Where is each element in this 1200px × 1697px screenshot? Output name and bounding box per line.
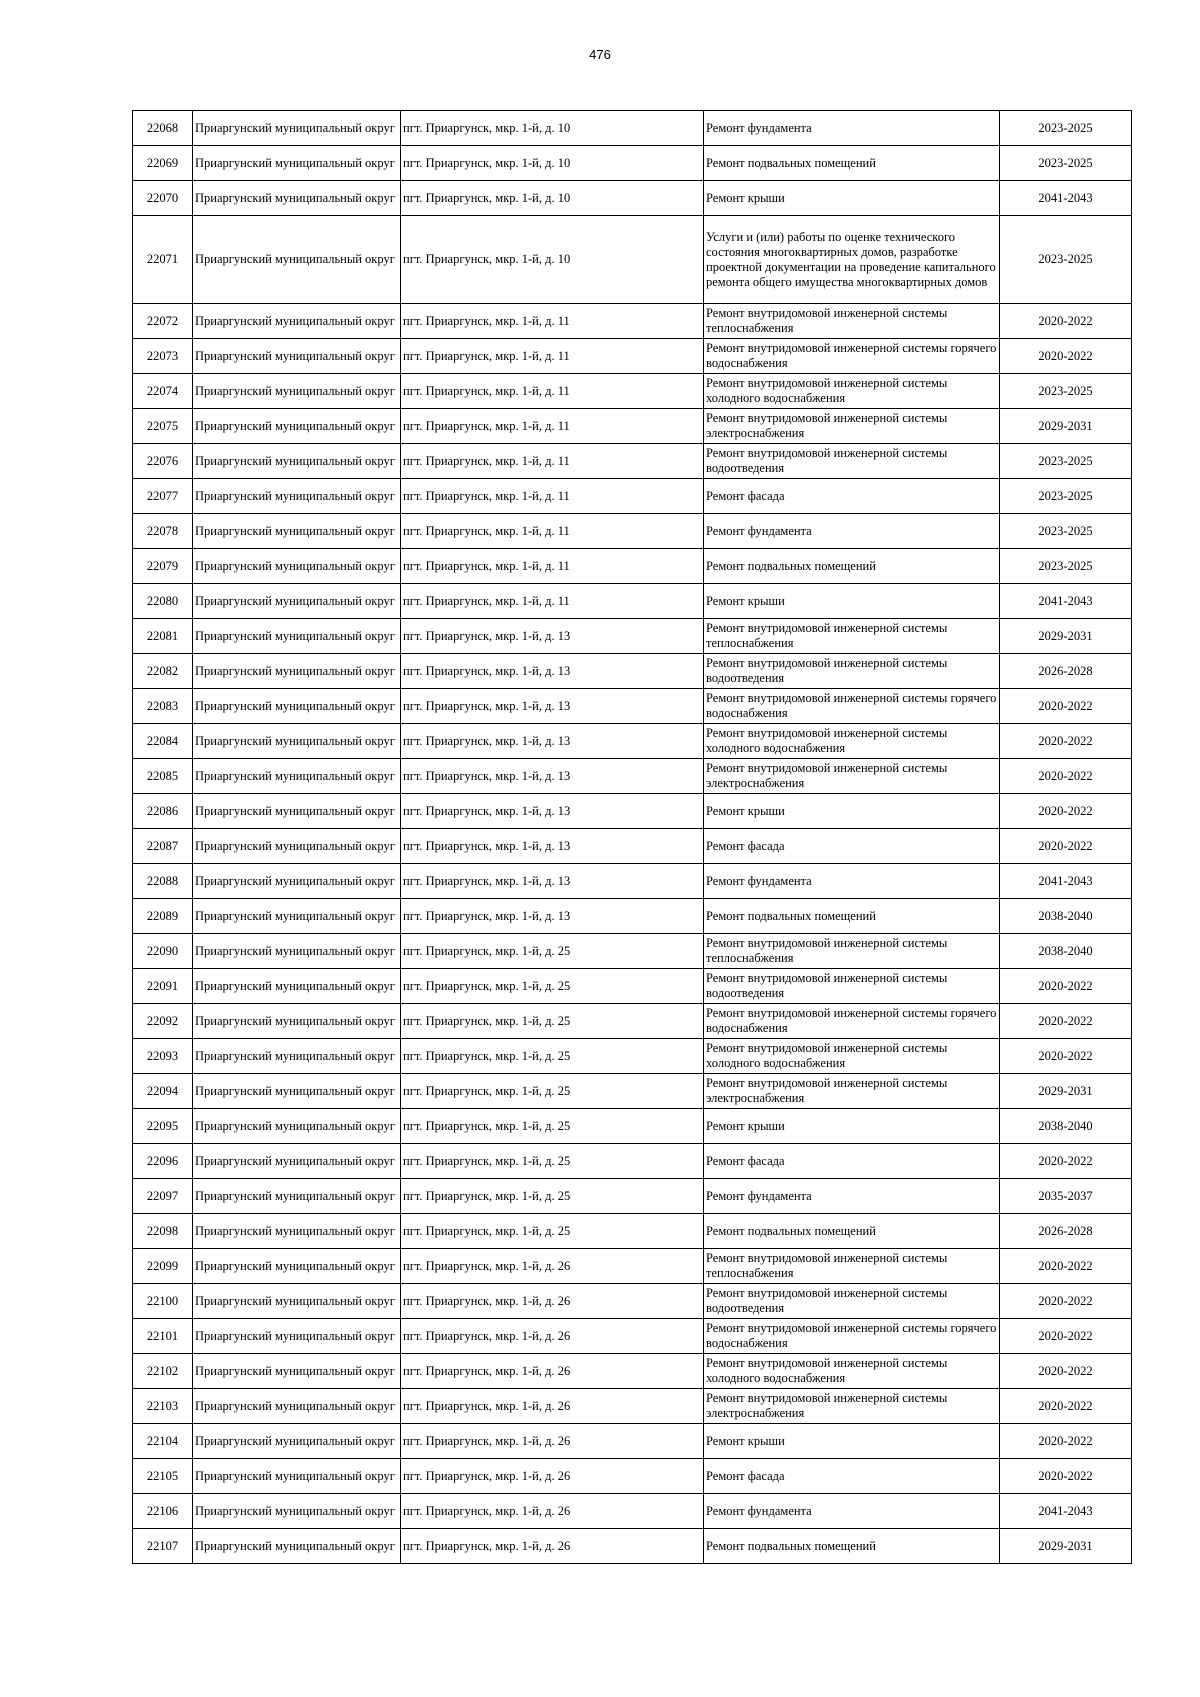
- row-number-cell: 22077: [133, 479, 193, 514]
- address-cell: пгт. Приаргунск, мкр. 1-й, д. 26: [401, 1459, 704, 1494]
- table-row: [133, 1389, 1132, 1424]
- address-cell: пгт. Приаргунск, мкр. 1-й, д. 25: [401, 1004, 704, 1039]
- table-row: [133, 829, 1132, 864]
- work-type-cell: Ремонт внутридомовой инженерной системы электроснабжения: [704, 1389, 1000, 1424]
- period-cell: 2023-2025: [1000, 111, 1132, 146]
- table-row: [133, 339, 1132, 374]
- district-cell: Приаргунский муниципальный округ: [193, 969, 401, 1004]
- district-cell: Приаргунский муниципальный округ: [193, 146, 401, 181]
- work-type-cell: Ремонт крыши: [704, 584, 1000, 619]
- address-cell: пгт. Приаргунск, мкр. 1-й, д. 13: [401, 689, 704, 724]
- period-cell: 2029-2031: [1000, 1074, 1132, 1109]
- row-number-cell: 22096: [133, 1144, 193, 1179]
- address-cell: пгт. Приаргунск, мкр. 1-й, д. 25: [401, 1109, 704, 1144]
- table-row: [133, 409, 1132, 444]
- district-cell: Приаргунский муниципальный округ: [193, 1389, 401, 1424]
- district-cell: Приаргунский муниципальный округ: [193, 304, 401, 339]
- district-cell: Приаргунский муниципальный округ: [193, 619, 401, 654]
- row-number-cell: 22086: [133, 794, 193, 829]
- work-type-cell: Ремонт фундамента: [704, 1179, 1000, 1214]
- period-cell: 2041-2043: [1000, 1494, 1132, 1529]
- period-cell: 2020-2022: [1000, 794, 1132, 829]
- district-cell: Приаргунский муниципальный округ: [193, 181, 401, 216]
- period-cell: 2023-2025: [1000, 444, 1132, 479]
- row-number-cell: 22101: [133, 1319, 193, 1354]
- row-number-cell: 22074: [133, 374, 193, 409]
- district-cell: Приаргунский муниципальный округ: [193, 479, 401, 514]
- work-type-cell: Ремонт подвальных помещений: [704, 146, 1000, 181]
- table-row: [133, 934, 1132, 969]
- work-type-cell: Ремонт крыши: [704, 1109, 1000, 1144]
- district-cell: Приаргунский муниципальный округ: [193, 1074, 401, 1109]
- row-number-cell: 22094: [133, 1074, 193, 1109]
- period-cell: 2041-2043: [1000, 181, 1132, 216]
- address-cell: пгт. Приаргунск, мкр. 1-й, д. 25: [401, 1214, 704, 1249]
- work-type-cell: Ремонт внутридомовой инженерной системы теплоснабжения: [704, 619, 1000, 654]
- period-cell: 2020-2022: [1000, 829, 1132, 864]
- period-cell: 2041-2043: [1000, 584, 1132, 619]
- address-cell: пгт. Приаргунск, мкр. 1-й, д. 11: [401, 584, 704, 619]
- district-cell: Приаргунский муниципальный округ: [193, 549, 401, 584]
- district-cell: Приаргунский муниципальный округ: [193, 584, 401, 619]
- work-type-cell: Ремонт внутридомовой инженерной системы электроснабжения: [704, 759, 1000, 794]
- register-body: [133, 111, 1132, 1564]
- address-cell: пгт. Приаргунск, мкр. 1-й, д. 25: [401, 1144, 704, 1179]
- address-cell: пгт. Приаргунск, мкр. 1-й, д. 11: [401, 549, 704, 584]
- row-number-cell: 22070: [133, 181, 193, 216]
- row-number-cell: 22073: [133, 339, 193, 374]
- table-row: [133, 1039, 1132, 1074]
- row-number-cell: 22089: [133, 899, 193, 934]
- district-cell: Приаргунский муниципальный округ: [193, 1004, 401, 1039]
- table-row: [133, 1424, 1132, 1459]
- work-type-cell: Ремонт внутридомовой инженерной системы холодного водоснабжения: [704, 1354, 1000, 1389]
- address-cell: пгт. Приаргунск, мкр. 1-й, д. 13: [401, 794, 704, 829]
- row-number-cell: 22097: [133, 1179, 193, 1214]
- row-number-cell: 22079: [133, 549, 193, 584]
- work-type-cell: Ремонт внутридомовой инженерной системы водоотведения: [704, 654, 1000, 689]
- table-row: [133, 1074, 1132, 1109]
- period-cell: 2020-2022: [1000, 1319, 1132, 1354]
- work-type-cell: Ремонт фасада: [704, 479, 1000, 514]
- district-cell: Приаргунский муниципальный округ: [193, 216, 401, 304]
- row-number-cell: 22095: [133, 1109, 193, 1144]
- period-cell: 2020-2022: [1000, 304, 1132, 339]
- work-type-cell: Ремонт фасада: [704, 829, 1000, 864]
- district-cell: Приаргунский муниципальный округ: [193, 409, 401, 444]
- table-row: [133, 1144, 1132, 1179]
- table-row: [133, 654, 1132, 689]
- table-row: [133, 864, 1132, 899]
- period-cell: 2023-2025: [1000, 514, 1132, 549]
- table-row: [133, 181, 1132, 216]
- district-cell: Приаргунский муниципальный округ: [193, 724, 401, 759]
- work-type-cell: Ремонт крыши: [704, 794, 1000, 829]
- address-cell: пгт. Приаргунск, мкр. 1-й, д. 10: [401, 146, 704, 181]
- work-type-cell: Ремонт внутридомовой инженерной системы холодного водоснабжения: [704, 1039, 1000, 1074]
- address-cell: пгт. Приаргунск, мкр. 1-й, д. 13: [401, 654, 704, 689]
- row-number-cell: 22093: [133, 1039, 193, 1074]
- district-cell: Приаргунский муниципальный округ: [193, 934, 401, 969]
- district-cell: Приаргунский муниципальный округ: [193, 1529, 401, 1564]
- period-cell: 2020-2022: [1000, 1389, 1132, 1424]
- address-cell: пгт. Приаргунск, мкр. 1-й, д. 10: [401, 216, 704, 304]
- table-row: [133, 1214, 1132, 1249]
- address-cell: пгт. Приаргунск, мкр. 1-й, д. 25: [401, 1179, 704, 1214]
- row-number-cell: 22104: [133, 1424, 193, 1459]
- table-row: [133, 689, 1132, 724]
- address-cell: пгт. Приаргунск, мкр. 1-й, д. 26: [401, 1494, 704, 1529]
- address-cell: пгт. Приаргунск, мкр. 1-й, д. 26: [401, 1319, 704, 1354]
- row-number-cell: 22082: [133, 654, 193, 689]
- address-cell: пгт. Приаргунск, мкр. 1-й, д. 11: [401, 304, 704, 339]
- district-cell: Приаргунский муниципальный округ: [193, 1109, 401, 1144]
- work-type-cell: Ремонт внутридомовой инженерной системы теплоснабжения: [704, 934, 1000, 969]
- period-cell: 2020-2022: [1000, 1039, 1132, 1074]
- address-cell: пгт. Приаргунск, мкр. 1-й, д. 10: [401, 181, 704, 216]
- address-cell: пгт. Приаргунск, мкр. 1-й, д. 13: [401, 864, 704, 899]
- address-cell: пгт. Приаргунск, мкр. 1-й, д. 25: [401, 969, 704, 1004]
- work-type-cell: Ремонт внутридомовой инженерной системы водоотведения: [704, 969, 1000, 1004]
- period-cell: 2020-2022: [1000, 1249, 1132, 1284]
- row-number-cell: 22076: [133, 444, 193, 479]
- address-cell: пгт. Приаргунск, мкр. 1-й, д. 11: [401, 339, 704, 374]
- work-type-cell: Ремонт подвальных помещений: [704, 899, 1000, 934]
- period-cell: 2020-2022: [1000, 1004, 1132, 1039]
- work-type-cell: Ремонт внутридомовой инженерной системы теплоснабжения: [704, 304, 1000, 339]
- table-row: [133, 1494, 1132, 1529]
- work-type-cell: Ремонт крыши: [704, 1424, 1000, 1459]
- period-cell: 2020-2022: [1000, 724, 1132, 759]
- address-cell: пгт. Приаргунск, мкр. 1-й, д. 13: [401, 899, 704, 934]
- district-cell: Приаргунский муниципальный округ: [193, 654, 401, 689]
- work-type-cell: Ремонт внутридомовой инженерной системы электроснабжения: [704, 409, 1000, 444]
- work-type-cell: Ремонт внутридомовой инженерной системы электроснабжения: [704, 1074, 1000, 1109]
- table-row: [133, 1319, 1132, 1354]
- table-row: [133, 794, 1132, 829]
- table-row: [133, 1179, 1132, 1214]
- work-type-cell: Ремонт внутридомовой инженерной системы холодного водоснабжения: [704, 724, 1000, 759]
- period-cell: 2023-2025: [1000, 549, 1132, 584]
- table-row: [133, 724, 1132, 759]
- period-cell: 2029-2031: [1000, 409, 1132, 444]
- row-number-cell: 22106: [133, 1494, 193, 1529]
- table-row: [133, 584, 1132, 619]
- period-cell: 2035-2037: [1000, 1179, 1132, 1214]
- period-cell: 2038-2040: [1000, 1109, 1132, 1144]
- district-cell: Приаргунский муниципальный округ: [193, 1459, 401, 1494]
- address-cell: пгт. Приаргунск, мкр. 1-й, д. 11: [401, 444, 704, 479]
- table-row: [133, 1284, 1132, 1319]
- work-type-cell: Ремонт фундамента: [704, 864, 1000, 899]
- address-cell: пгт. Приаргунск, мкр. 1-й, д. 13: [401, 759, 704, 794]
- row-number-cell: 22098: [133, 1214, 193, 1249]
- district-cell: Приаргунский муниципальный округ: [193, 1494, 401, 1529]
- table-row: [133, 1354, 1132, 1389]
- row-number-cell: 22088: [133, 864, 193, 899]
- row-number-cell: 22099: [133, 1249, 193, 1284]
- table-row: [133, 549, 1132, 584]
- period-cell: 2020-2022: [1000, 339, 1132, 374]
- work-type-cell: Ремонт внутридомовой инженерной системы холодного водоснабжения: [704, 374, 1000, 409]
- period-cell: 2026-2028: [1000, 1214, 1132, 1249]
- district-cell: Приаргунский муниципальный округ: [193, 759, 401, 794]
- row-number-cell: 22092: [133, 1004, 193, 1039]
- district-cell: Приаргунский муниципальный округ: [193, 1144, 401, 1179]
- district-cell: Приаргунский муниципальный округ: [193, 1249, 401, 1284]
- address-cell: пгт. Приаргунск, мкр. 1-й, д. 25: [401, 934, 704, 969]
- table-row: [133, 1249, 1132, 1284]
- period-cell: 2020-2022: [1000, 689, 1132, 724]
- table-row: [133, 146, 1132, 181]
- address-cell: пгт. Приаргунск, мкр. 1-й, д. 13: [401, 829, 704, 864]
- district-cell: Приаргунский муниципальный округ: [193, 339, 401, 374]
- row-number-cell: 22103: [133, 1389, 193, 1424]
- work-type-cell: Ремонт внутридомовой инженерной системы горячего водоснабжения: [704, 339, 1000, 374]
- row-number-cell: 22091: [133, 969, 193, 1004]
- address-cell: пгт. Приаргунск, мкр. 1-й, д. 26: [401, 1424, 704, 1459]
- district-cell: Приаргунский муниципальный округ: [193, 794, 401, 829]
- district-cell: Приаргунский муниципальный округ: [193, 514, 401, 549]
- period-cell: 2023-2025: [1000, 216, 1132, 304]
- row-number-cell: 22084: [133, 724, 193, 759]
- address-cell: пгт. Приаргунск, мкр. 1-й, д. 26: [401, 1284, 704, 1319]
- row-number-cell: 22105: [133, 1459, 193, 1494]
- work-type-cell: Ремонт фундамента: [704, 514, 1000, 549]
- table-row: [133, 619, 1132, 654]
- row-number-cell: 22071: [133, 216, 193, 304]
- table-row: [133, 1109, 1132, 1144]
- work-type-cell: Ремонт внутридомовой инженерной системы теплоснабжения: [704, 1249, 1000, 1284]
- district-cell: Приаргунский муниципальный округ: [193, 1354, 401, 1389]
- row-number-cell: 22107: [133, 1529, 193, 1564]
- work-type-cell: Ремонт внутридомовой инженерной системы горячего водоснабжения: [704, 689, 1000, 724]
- table-row: [133, 899, 1132, 934]
- page-number: 476: [589, 47, 611, 62]
- district-cell: Приаргунский муниципальный округ: [193, 1039, 401, 1074]
- row-number-cell: 22068: [133, 111, 193, 146]
- address-cell: пгт. Приаргунск, мкр. 1-й, д. 26: [401, 1529, 704, 1564]
- table-row: [133, 304, 1132, 339]
- row-number-cell: 22078: [133, 514, 193, 549]
- period-cell: 2020-2022: [1000, 969, 1132, 1004]
- period-cell: 2023-2025: [1000, 374, 1132, 409]
- table-row: [133, 1529, 1132, 1564]
- district-cell: Приаргунский муниципальный округ: [193, 829, 401, 864]
- address-cell: пгт. Приаргунск, мкр. 1-й, д. 11: [401, 514, 704, 549]
- table-row: [133, 444, 1132, 479]
- district-cell: Приаргунский муниципальный округ: [193, 1179, 401, 1214]
- period-cell: 2020-2022: [1000, 1424, 1132, 1459]
- period-cell: 2038-2040: [1000, 899, 1132, 934]
- table-row: [133, 759, 1132, 794]
- work-type-cell: Ремонт фундамента: [704, 111, 1000, 146]
- district-cell: Приаргунский муниципальный округ: [193, 1424, 401, 1459]
- work-type-cell: Ремонт внутридомовой инженерной системы горячего водоснабжения: [704, 1004, 1000, 1039]
- table-row: [133, 1459, 1132, 1494]
- row-number-cell: 22090: [133, 934, 193, 969]
- address-cell: пгт. Приаргунск, мкр. 1-й, д. 25: [401, 1039, 704, 1074]
- work-type-cell: Ремонт фасада: [704, 1144, 1000, 1179]
- district-cell: Приаргунский муниципальный округ: [193, 111, 401, 146]
- period-cell: 2020-2022: [1000, 1284, 1132, 1319]
- table-row: [133, 111, 1132, 146]
- period-cell: 2020-2022: [1000, 759, 1132, 794]
- address-cell: пгт. Приаргунск, мкр. 1-й, д. 13: [401, 619, 704, 654]
- row-number-cell: 22080: [133, 584, 193, 619]
- district-cell: Приаргунский муниципальный округ: [193, 1319, 401, 1354]
- district-cell: Приаргунский муниципальный округ: [193, 1214, 401, 1249]
- address-cell: пгт. Приаргунск, мкр. 1-й, д. 26: [401, 1249, 704, 1284]
- period-cell: 2038-2040: [1000, 934, 1132, 969]
- row-number-cell: 22069: [133, 146, 193, 181]
- row-number-cell: 22081: [133, 619, 193, 654]
- district-cell: Приаргунский муниципальный округ: [193, 444, 401, 479]
- period-cell: 2023-2025: [1000, 146, 1132, 181]
- row-number-cell: 22087: [133, 829, 193, 864]
- work-type-cell: Ремонт фундамента: [704, 1494, 1000, 1529]
- period-cell: 2026-2028: [1000, 654, 1132, 689]
- work-type-cell: Ремонт внутридомовой инженерной системы водоотведения: [704, 1284, 1000, 1319]
- address-cell: пгт. Приаргунск, мкр. 1-й, д. 13: [401, 724, 704, 759]
- table-row: [133, 1004, 1132, 1039]
- period-cell: 2020-2022: [1000, 1144, 1132, 1179]
- row-number-cell: 22072: [133, 304, 193, 339]
- repair-register-table: [132, 110, 1132, 1564]
- address-cell: пгт. Приаргунск, мкр. 1-й, д. 26: [401, 1389, 704, 1424]
- address-cell: пгт. Приаргунск, мкр. 1-й, д. 10: [401, 111, 704, 146]
- row-number-cell: 22085: [133, 759, 193, 794]
- period-cell: 2020-2022: [1000, 1459, 1132, 1494]
- work-type-cell: Ремонт подвальных помещений: [704, 1214, 1000, 1249]
- table-row: [133, 969, 1132, 1004]
- period-cell: 2023-2025: [1000, 479, 1132, 514]
- address-cell: пгт. Приаргунск, мкр. 1-й, д. 11: [401, 409, 704, 444]
- address-cell: пгт. Приаргунск, мкр. 1-й, д. 11: [401, 479, 704, 514]
- table-row: [133, 216, 1132, 304]
- row-number-cell: 22100: [133, 1284, 193, 1319]
- row-number-cell: 22075: [133, 409, 193, 444]
- district-cell: Приаргунский муниципальный округ: [193, 899, 401, 934]
- period-cell: 2029-2031: [1000, 1529, 1132, 1564]
- work-type-cell: Услуги и (или) работы по оценке технического состояния многоквартирных домов, разработке проектной документации на проведение капитального ремонта общего имущества многоквартирных домов: [704, 216, 1000, 304]
- work-type-cell: Ремонт подвальных помещений: [704, 1529, 1000, 1564]
- period-cell: 2029-2031: [1000, 619, 1132, 654]
- district-cell: Приаргунский муниципальный округ: [193, 374, 401, 409]
- period-cell: 2020-2022: [1000, 1354, 1132, 1389]
- table-row: [133, 479, 1132, 514]
- address-cell: пгт. Приаргунск, мкр. 1-й, д. 11: [401, 374, 704, 409]
- work-type-cell: Ремонт внутридомовой инженерной системы водоотведения: [704, 444, 1000, 479]
- address-cell: пгт. Приаргунск, мкр. 1-й, д. 26: [401, 1354, 704, 1389]
- row-number-cell: 22102: [133, 1354, 193, 1389]
- address-cell: пгт. Приаргунск, мкр. 1-й, д. 25: [401, 1074, 704, 1109]
- period-cell: 2041-2043: [1000, 864, 1132, 899]
- work-type-cell: Ремонт фасада: [704, 1459, 1000, 1494]
- work-type-cell: Ремонт внутридомовой инженерной системы горячего водоснабжения: [704, 1319, 1000, 1354]
- table-row: [133, 514, 1132, 549]
- district-cell: Приаргунский муниципальный округ: [193, 864, 401, 899]
- district-cell: Приаргунский муниципальный округ: [193, 1284, 401, 1319]
- district-cell: Приаргунский муниципальный округ: [193, 689, 401, 724]
- row-number-cell: 22083: [133, 689, 193, 724]
- work-type-cell: Ремонт крыши: [704, 181, 1000, 216]
- work-type-cell: Ремонт подвальных помещений: [704, 549, 1000, 584]
- table-row: [133, 374, 1132, 409]
